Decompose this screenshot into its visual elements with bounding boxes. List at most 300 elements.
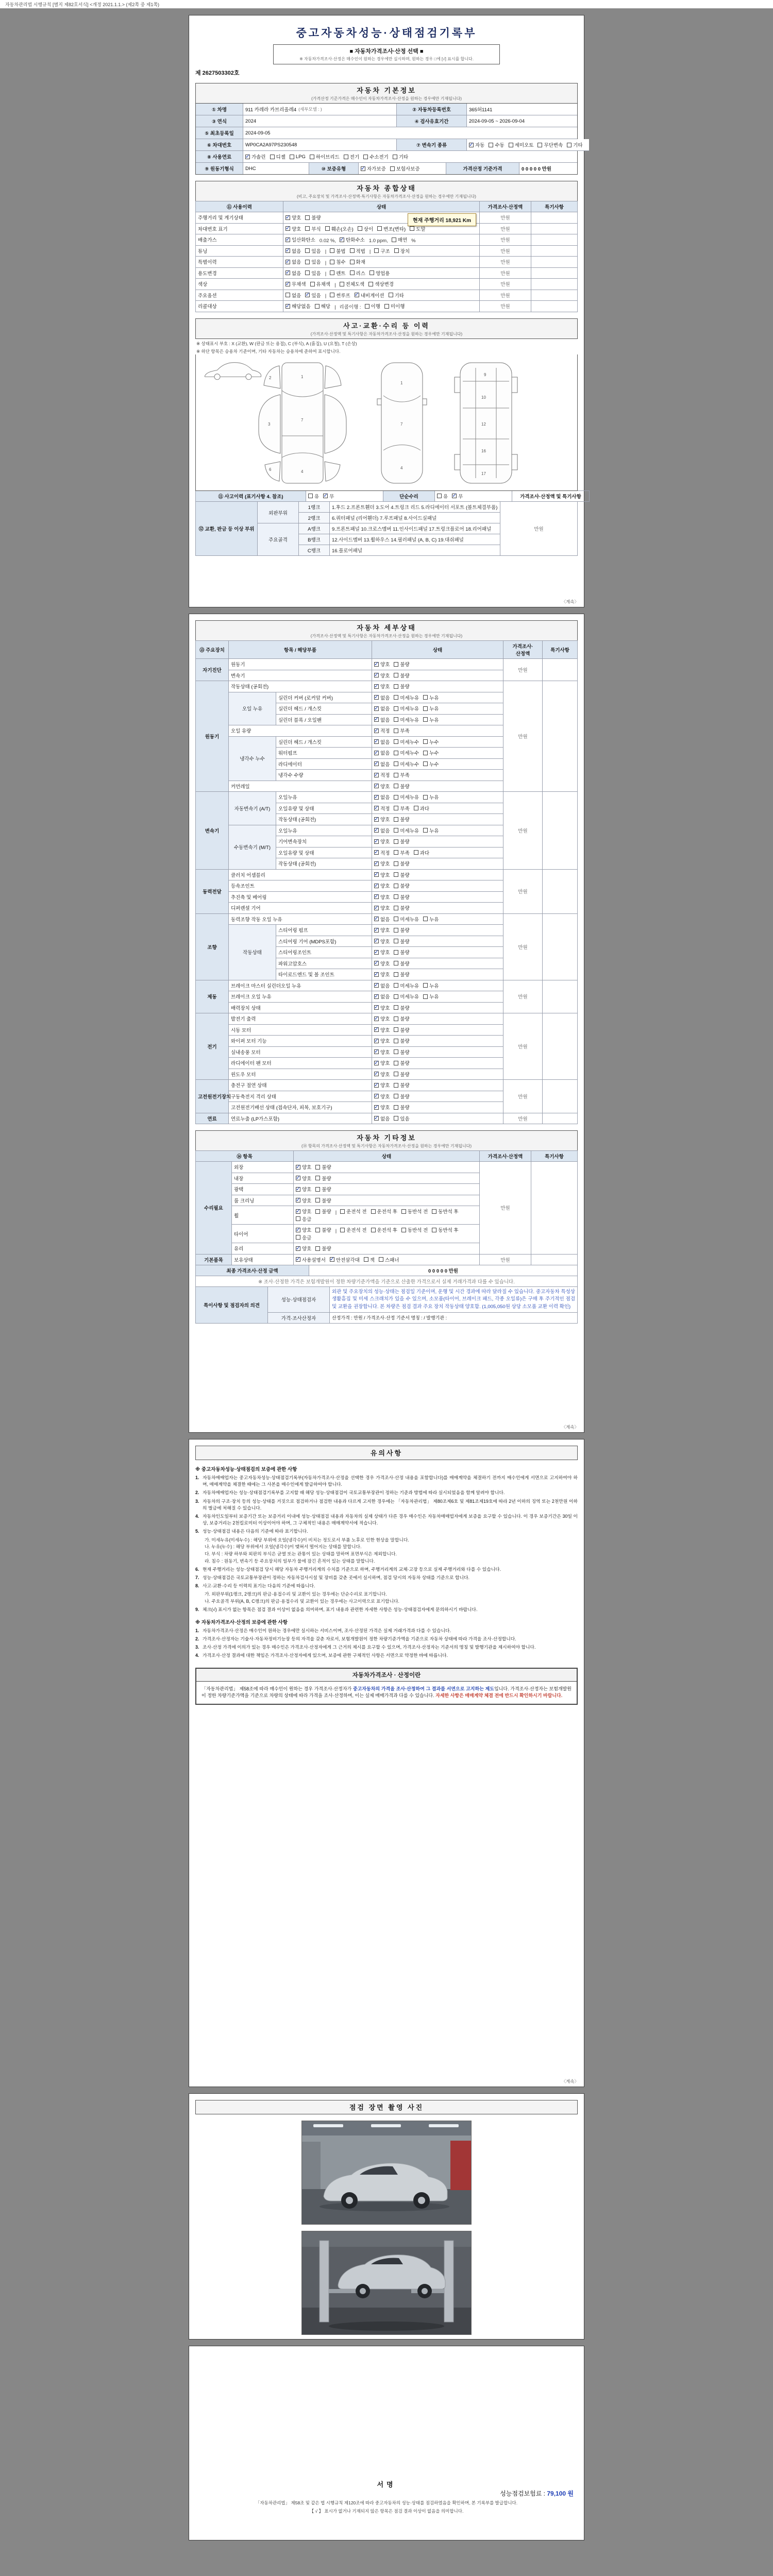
checkbox-option[interactable]: 누유 <box>423 982 439 989</box>
device-group-label: 전기 <box>196 1013 229 1080</box>
checkbox-option[interactable]: 미세누유 <box>394 694 419 701</box>
checkbox-option[interactable]: 운전석 후 <box>371 1226 397 1233</box>
checkbox-option[interactable]: 운전석 후 <box>371 1208 397 1215</box>
etc-price-header: 가격조사·산정액 <box>480 1151 531 1162</box>
unchecked-checkbox-icon <box>437 494 442 498</box>
unchecked-checkbox-icon <box>384 304 389 309</box>
category-label: 자동변속기 (A/T) <box>229 792 276 825</box>
checkbox-option[interactable]: 불량 <box>394 1048 409 1056</box>
checkbox-option[interactable]: ✓ 없음 <box>374 749 390 756</box>
checkbox-option[interactable]: ✓ 양호 <box>374 660 390 668</box>
checkbox-option[interactable]: 응급 <box>296 1215 311 1223</box>
checkbox-option[interactable]: 리스 <box>350 269 365 277</box>
transmission-label: ⑦ 변속기 종류 <box>397 139 467 151</box>
comprehensive-header-row <box>196 201 578 212</box>
price-cell: 만원 <box>480 245 531 257</box>
checkbox-option[interactable]: ✓ 사용설명서 <box>296 1256 326 1263</box>
checkbox-option[interactable]: ✓ 양호 <box>296 1175 311 1182</box>
note-cell <box>531 223 578 234</box>
checkbox-option[interactable]: ✓ 양호 <box>296 1208 311 1215</box>
item-label: 광택 <box>232 1184 294 1195</box>
checked-checkbox-icon <box>374 706 379 711</box>
note-cell <box>531 212 578 224</box>
checkbox-option[interactable]: ✓ 양호 <box>374 960 390 967</box>
price-cell: 만원 <box>503 869 543 913</box>
unchecked-checkbox-icon <box>394 1016 398 1021</box>
checkbox-option[interactable]: 불량 <box>394 783 409 790</box>
price-cell: 만원 <box>503 980 543 1013</box>
checkbox-option[interactable]: ✓ 양호 <box>285 225 301 232</box>
checkbox-option[interactable]: 불량 <box>394 660 409 668</box>
accident-section-head <box>195 318 578 339</box>
checkbox-option[interactable]: 누수 <box>423 760 439 768</box>
checkbox-option[interactable]: 미세누유 <box>394 982 419 989</box>
state-cell <box>372 714 503 725</box>
checkbox-option[interactable]: ✓ 양호 <box>374 1004 390 1011</box>
checkbox-option[interactable]: 불량 <box>394 816 409 823</box>
checkbox-option[interactable]: ✓ 가솔린 <box>245 153 266 160</box>
note-cell <box>531 290 578 301</box>
checkbox-option[interactable]: 미세누유 <box>394 916 419 923</box>
note-cell <box>531 234 578 246</box>
checkbox-option[interactable]: 불량 <box>315 1226 331 1233</box>
checked-checkbox-icon <box>374 1083 379 1088</box>
checkbox-option[interactable]: 수동 <box>489 141 504 148</box>
checkbox-option[interactable]: ✓ 양호 <box>374 1104 390 1111</box>
checkbox-option[interactable]: 과다 <box>414 849 429 856</box>
transmission-options <box>467 139 589 151</box>
notice-item: 2. 가격조사·산정자는 기술사·자동차정비기능장 등의 자격을 갖춘 자로서, 보험개발원이 정한 차량기준가액을 기준으로 자동차 상태에 따라 가격을 조사·산정합니다. <box>195 1636 516 1641</box>
state-text: | <box>334 282 336 288</box>
checkbox-option[interactable]: 미세누수 <box>394 749 419 756</box>
item-label: 유리 <box>232 1243 294 1255</box>
checkbox-option[interactable]: ✓ 양호 <box>296 1163 311 1171</box>
checkbox-option[interactable]: 불량 <box>394 1015 409 1022</box>
year-label: ③ 연식 <box>196 115 243 127</box>
checkbox-option[interactable]: 누수 <box>423 738 439 745</box>
checkbox-option[interactable]: ✓ 양호 <box>374 672 390 679</box>
checkbox-option[interactable]: 불량 <box>315 1163 331 1171</box>
accident-price-header: 가격조사·산정액 및 특기사항 <box>512 490 590 502</box>
checkbox-option[interactable]: 유채색 <box>310 280 331 287</box>
checkbox-option[interactable]: 동반석 전 <box>401 1226 428 1233</box>
checkbox-option[interactable]: ✓ 양호 <box>296 1197 311 1204</box>
checkbox-option[interactable]: 해당 <box>315 302 330 310</box>
checkbox-option[interactable]: ✓ 없음 <box>285 269 301 277</box>
note-cell <box>543 869 578 913</box>
checkbox-option[interactable]: 부족 <box>394 805 409 812</box>
footer-statement-1: 「자동차관리법」 제58조 및 같은 법 시행규칙 제120조에 따라 중고자동차의 성능·상태를 점검하였음을 확인하며, 본 기록부를 발급합니다. <box>255 2500 518 2505</box>
checkbox-option[interactable]: 있음 <box>305 269 321 277</box>
checkbox-option[interactable]: 미세누유 <box>394 793 419 801</box>
checkbox-option[interactable]: ✓ 무 <box>323 493 334 500</box>
item-label: 오일 유량 <box>229 725 372 737</box>
checkbox-option[interactable]: 누유 <box>423 694 439 701</box>
checkbox-option[interactable]: 이행 <box>365 302 380 310</box>
accident-note: (가격조사·산정액 및 특기사항은 자동차가격조사·산정을 원하는 경우에만 기재됩니다) <box>310 331 463 336</box>
checkbox-option[interactable]: 운전석 전 <box>340 1208 366 1215</box>
checkbox-option[interactable]: 불량 <box>315 1185 331 1193</box>
checkbox-option[interactable]: ✓ 해당없음 <box>285 302 311 310</box>
checkbox-option[interactable]: 불량 <box>394 1104 409 1111</box>
signature-area <box>195 2352 578 2476</box>
checkbox-option[interactable]: ✓ 양호 <box>296 1245 311 1252</box>
price-cell: 만원 <box>480 290 531 301</box>
unchecked-checkbox-icon <box>350 260 355 264</box>
checkbox-option[interactable]: 불량 <box>394 960 409 967</box>
checkbox-option[interactable]: 미세누유 <box>394 705 419 712</box>
checkbox-option[interactable]: 불량 <box>394 938 409 945</box>
first-reg-value: 2024-09-05 <box>243 127 577 139</box>
checkbox-option[interactable]: 화재 <box>350 258 365 265</box>
checkbox-option[interactable]: ✓ 양호 <box>374 860 390 867</box>
checkbox-option[interactable]: 불법 <box>330 247 345 255</box>
svg-text:6: 6 <box>269 467 272 472</box>
checkbox-option[interactable]: 렌트 <box>330 269 345 277</box>
continued-marker: 〈계속〉 <box>561 2079 579 2084</box>
checkbox-option[interactable]: ✓ 있음 <box>305 292 321 299</box>
checkbox-option[interactable]: ✓ 적정 <box>374 849 390 856</box>
checkbox-option[interactable]: ✓ 없음 <box>374 916 390 923</box>
checkbox-option[interactable]: 불량 <box>394 1081 409 1089</box>
unchecked-checkbox-icon <box>340 1209 345 1214</box>
detail-title: 자동차 세부상태 <box>357 624 416 632</box>
checkbox-option[interactable]: ✓ 양호 <box>285 214 301 221</box>
checkbox-option[interactable]: ✓ 탄화수소 <box>340 236 365 243</box>
inspection-period-label: ④ 검사유효기간 <box>397 115 467 127</box>
checkbox-option[interactable]: 무단변속 <box>537 141 563 148</box>
checkbox-option[interactable]: ✓ 없음 <box>285 258 301 265</box>
state-text: | <box>334 304 336 310</box>
checkbox-option[interactable]: 디젤 <box>270 153 285 160</box>
checkbox-option[interactable]: ✓ 양호 <box>374 683 390 690</box>
checked-checkbox-icon <box>374 1116 379 1121</box>
checkbox-option[interactable]: 누유 <box>423 793 439 801</box>
checkbox-option[interactable]: 적법 <box>350 247 365 255</box>
note-cell <box>543 1080 578 1113</box>
checkbox-option[interactable]: ✓ 없음 <box>374 716 390 723</box>
checkbox-option[interactable]: ✓ 없음 <box>285 247 301 255</box>
checkbox-option[interactable]: 불량 <box>315 1208 331 1215</box>
checkbox-option[interactable]: 상이 <box>358 225 373 232</box>
checkbox-option[interactable]: ✓ 없음 <box>374 982 390 989</box>
checkbox-option[interactable]: 불량 <box>394 971 409 978</box>
price-header: 가격조사·산정액 <box>503 641 543 659</box>
checkbox-option[interactable]: 기타 <box>389 292 404 299</box>
checkbox-option[interactable]: ✓ 양호 <box>374 904 390 911</box>
checkbox-option[interactable]: 부족 <box>394 727 409 734</box>
checkbox-option[interactable]: 훼손(오손) <box>325 225 354 232</box>
checkbox-option[interactable]: LPG <box>290 154 306 160</box>
checkbox-option[interactable]: 하이브리드 <box>310 153 340 160</box>
checkbox-option[interactable]: 불량 <box>394 948 409 956</box>
price-select-note: ※ 자동차가격조사·산정은 매수인이 원하는 경우에만 실시하며, 원하는 경우 □에 [√] 표시를 합니다. <box>299 57 474 61</box>
comprehensive-row <box>196 301 578 312</box>
checkbox-option[interactable]: 불량 <box>394 672 409 679</box>
checkbox-option[interactable]: ✓ 양호 <box>296 1226 311 1233</box>
unchecked-checkbox-icon <box>394 695 398 700</box>
checkbox-option[interactable]: 불량 <box>315 1245 331 1252</box>
basic-info-table <box>195 104 583 175</box>
checkbox-option[interactable]: 불량 <box>305 214 321 221</box>
unchecked-checkbox-icon <box>414 850 418 855</box>
unchecked-checkbox-icon <box>310 155 314 159</box>
checkbox-option[interactable]: ✓ 양호 <box>374 871 390 878</box>
checkbox-option[interactable]: 있음 <box>305 247 321 255</box>
price-cell: 만원 <box>480 279 531 290</box>
checkbox-option[interactable]: 동반석 전 <box>401 1208 428 1215</box>
checkbox-option[interactable]: 유 <box>437 493 448 500</box>
checkbox-option[interactable]: 있음 <box>305 258 321 265</box>
checkbox-option[interactable]: ✓ 양호 <box>374 1026 390 1033</box>
checked-checkbox-icon <box>296 1246 300 1251</box>
checkbox-option[interactable]: ✓ 양호 <box>374 783 390 790</box>
rank-label: A랭크 <box>299 523 330 534</box>
checkbox-option[interactable]: 세미오토 <box>509 141 534 148</box>
note-cell <box>531 257 578 268</box>
checkbox-option[interactable]: ✓ 양호 <box>374 971 390 978</box>
checkbox-option[interactable]: 전체도색 <box>340 280 365 287</box>
checkbox-option[interactable]: 불량 <box>315 1197 331 1204</box>
checkbox-option[interactable]: ✓ 무채색 <box>285 280 306 287</box>
notice-section-head <box>195 1446 578 1460</box>
item-label: 작동상태 (공회전) <box>276 858 372 870</box>
checkbox-option[interactable]: 불량 <box>394 893 409 901</box>
checkbox-option[interactable]: 미세누유 <box>394 827 419 834</box>
checkbox-option[interactable]: ✓ 일산화탄소 <box>285 236 315 243</box>
checked-checkbox-icon <box>374 828 379 833</box>
checked-checkbox-icon <box>285 282 290 286</box>
unchecked-checkbox-icon <box>394 784 398 788</box>
checkbox-option[interactable]: 수소전기 <box>363 153 389 160</box>
state-cell <box>372 1058 503 1069</box>
checkbox-option[interactable]: 침수 <box>330 258 345 265</box>
checkbox-option[interactable]: 불량 <box>394 860 409 867</box>
checkbox-option[interactable]: 없음 <box>285 292 301 299</box>
checkbox-option[interactable]: 부족 <box>394 771 409 778</box>
checkbox-option[interactable]: ✓ 없음 <box>374 993 390 1000</box>
unchecked-checkbox-icon <box>394 1049 398 1054</box>
unchecked-checkbox-icon <box>394 1105 398 1110</box>
note-cell <box>531 245 578 257</box>
checkbox-option[interactable]: ✓ 적정 <box>374 727 390 734</box>
page-1 <box>189 15 584 607</box>
checkbox-option[interactable]: 색상변경 <box>368 280 394 287</box>
unchecked-checkbox-icon <box>330 260 334 264</box>
checked-checkbox-icon <box>374 1072 379 1076</box>
checkbox-option[interactable]: 동반석 후 <box>432 1208 458 1215</box>
checkbox-option[interactable]: 변조(변타) <box>377 225 406 232</box>
checkbox-option[interactable]: 운전석 전 <box>340 1226 366 1233</box>
checkbox-option[interactable]: 영업용 <box>369 269 390 277</box>
unchecked-checkbox-icon <box>401 1228 406 1232</box>
checked-checkbox-icon <box>330 1257 334 1262</box>
device-row <box>196 1080 578 1091</box>
checkbox-option[interactable]: 미세누유 <box>394 716 419 723</box>
checkbox-option[interactable]: ✓ 적정 <box>374 805 390 812</box>
checkbox-option[interactable]: ✓ 양호 <box>374 1081 390 1089</box>
base-price-label: 가격산정 기준가격 <box>446 163 519 174</box>
unchecked-checkbox-icon <box>315 1176 320 1180</box>
unchecked-checkbox-icon <box>394 739 398 744</box>
checked-checkbox-icon <box>296 1165 300 1170</box>
state-text: 0.02 %, <box>319 238 337 244</box>
rank-items: 12.사이드멤버 13.휠하우스 14.필러패널 (A, B, C) 19.대쉬패널 <box>330 534 500 545</box>
checkbox-option[interactable]: 동반석 후 <box>432 1226 458 1233</box>
checkbox-option[interactable]: ✓ 양호 <box>374 1093 390 1100</box>
checkbox-option[interactable]: 도말 <box>410 225 425 232</box>
checkbox-option[interactable]: 과다 <box>414 805 429 812</box>
checkbox-option[interactable]: ✓ 양호 <box>374 838 390 845</box>
checkbox-option[interactable]: ✓ 양호 <box>374 1071 390 1078</box>
unchecked-checkbox-icon <box>394 684 398 689</box>
rank-label: 2랭크 <box>299 513 330 523</box>
item-label: 타이로드엔드 및 볼 조인트 <box>276 969 372 980</box>
car-on-lift-photo <box>302 2231 471 2334</box>
state-text: | <box>325 271 327 277</box>
checkbox-option[interactable]: 미세누수 <box>394 738 419 745</box>
checkbox-option[interactable]: ✓ 양호 <box>374 893 390 901</box>
checkbox-option[interactable]: 누유 <box>423 716 439 723</box>
checkbox-option[interactable]: ✓ 없음 <box>374 793 390 801</box>
state-cell <box>283 234 480 246</box>
note-cell <box>531 301 578 312</box>
checkbox-option[interactable]: 불량 <box>394 871 409 878</box>
checkbox-option[interactable]: 매연 <box>392 236 407 243</box>
final-price-table <box>195 1265 578 1287</box>
checkbox-option[interactable]: 장치 <box>394 247 410 255</box>
checkbox-option[interactable]: ✓ 양호 <box>374 816 390 823</box>
inspection-photo-1 <box>301 2121 472 2225</box>
checkbox-option[interactable]: ✓ 없음 <box>374 1115 390 1122</box>
unchecked-checkbox-icon <box>509 143 513 147</box>
checkbox-option[interactable]: 불량 <box>394 1026 409 1033</box>
checkbox-option[interactable]: 누유 <box>423 705 439 712</box>
appraiser-comment: 산정가격 : 만원 / 가격조사·산정 기준서 명칭 : / 발행기관 : <box>330 1312 578 1323</box>
checkbox-option[interactable]: ✓ 적정 <box>374 771 390 778</box>
checked-checkbox-icon <box>374 784 379 788</box>
checkbox-option[interactable]: ✓ 양호 <box>374 948 390 956</box>
checkbox-option[interactable]: ✓ 없음 <box>374 827 390 834</box>
checkbox-option[interactable]: 구조 <box>374 247 390 255</box>
checkbox-option[interactable]: ✓ 양호 <box>374 1037 390 1044</box>
checkbox-option[interactable]: ✓ 자동 <box>469 141 484 148</box>
checkbox-option[interactable]: 스패너 <box>379 1256 399 1263</box>
checkbox-option[interactable]: ✓ 양호 <box>374 926 390 934</box>
item-label: 튜닝 <box>196 245 283 257</box>
item-label: 실린더 커버 (로커암 커버) <box>276 692 372 703</box>
state-cell <box>372 913 503 925</box>
checkbox-option[interactable]: ✓ 양호 <box>374 1059 390 1066</box>
unchecked-checkbox-icon <box>423 761 428 766</box>
unchecked-checkbox-icon <box>285 293 290 297</box>
insurance-fee-line <box>195 2489 578 2498</box>
checked-checkbox-icon <box>374 1016 379 1021</box>
checkbox-option[interactable]: ✓ 내비게이션 <box>355 292 384 299</box>
checked-checkbox-icon <box>374 894 379 899</box>
checkbox-option[interactable]: 불량 <box>394 1037 409 1044</box>
detail-table <box>195 640 578 1124</box>
insurance-fee-label: 성능점검보험료 : <box>500 2490 546 2497</box>
item-label: 원동기 <box>229 659 372 670</box>
checkbox-option[interactable]: ✓ 없음 <box>374 738 390 745</box>
checkbox-option[interactable]: 부식 <box>305 225 321 232</box>
checkbox-option[interactable]: 불량 <box>315 1175 331 1182</box>
checkbox-option[interactable]: 미세누유 <box>394 993 419 1000</box>
unchecked-checkbox-icon <box>423 706 428 711</box>
checkbox-option[interactable]: 유 <box>308 493 319 500</box>
checkbox-option[interactable]: 부족 <box>394 849 409 856</box>
item-label: 구동축전지 격리 상태 <box>229 1091 372 1102</box>
checkbox-option[interactable]: ✓ 양호 <box>374 1015 390 1022</box>
device-row <box>196 869 578 880</box>
checkbox-option[interactable]: 누수 <box>423 749 439 756</box>
checkbox-option[interactable]: ✓ 없음 <box>374 760 390 768</box>
checkbox-option[interactable]: 응급 <box>296 1234 311 1241</box>
checkbox-option[interactable]: ✓ 양호 <box>374 882 390 889</box>
checkbox-option[interactable]: 썬루프 <box>330 292 350 299</box>
checkbox-option[interactable]: 불량 <box>394 926 409 934</box>
checkbox-option[interactable]: 기타 <box>393 153 408 160</box>
rank-label: 1랭크 <box>299 502 330 513</box>
checkbox-option[interactable]: 전기 <box>344 153 359 160</box>
checkbox-option[interactable]: ✓ 없음 <box>374 694 390 701</box>
checkbox-option[interactable]: 불량 <box>394 838 409 845</box>
checkbox-option[interactable]: 잭 <box>364 1256 375 1263</box>
checkbox-option[interactable]: ✓ 양호 <box>296 1185 311 1193</box>
checkbox-option[interactable]: 불량 <box>394 1093 409 1100</box>
unchecked-checkbox-icon <box>423 739 428 744</box>
checkbox-option[interactable]: 불량 <box>394 904 409 911</box>
checkbox-option[interactable]: ✓ 무 <box>452 493 463 500</box>
checkbox-option[interactable]: 누유 <box>423 827 439 834</box>
checkbox-option[interactable]: ✓ 없음 <box>374 705 390 712</box>
checkbox-option[interactable]: 누유 <box>423 916 439 923</box>
checkbox-option[interactable]: 보험사보증 <box>390 165 420 172</box>
checkbox-option[interactable]: 불량 <box>394 1059 409 1066</box>
state-cell <box>372 903 503 914</box>
checkbox-option[interactable]: ✓ 양호 <box>374 938 390 945</box>
checkbox-option[interactable]: 불량 <box>394 1071 409 1078</box>
rank-items: 1.후드 2.프론트휀더 3.도어 4.트렁크 리드 5.라디에이터 서포트 (볼트체결부품) <box>330 502 500 513</box>
state-cell <box>294 1173 480 1184</box>
state-text: | <box>335 1209 337 1215</box>
state-cell <box>294 1162 480 1173</box>
category-label: 오일 누유 <box>229 692 276 725</box>
checkbox-option[interactable]: 불량 <box>394 1004 409 1011</box>
checkbox-option[interactable]: 미세누수 <box>394 760 419 768</box>
checkbox-option[interactable]: 미이행 <box>384 302 405 310</box>
checkbox-option[interactable]: 있음 <box>394 1115 409 1122</box>
checkbox-option[interactable]: 누유 <box>423 993 439 1000</box>
state-cell <box>372 891 503 903</box>
unchecked-checkbox-icon <box>315 304 320 309</box>
checkbox-option[interactable]: 기타 <box>567 141 582 148</box>
checkbox-option[interactable]: ✓ 안전삼각대 <box>330 1256 360 1263</box>
checkbox-option[interactable]: 불량 <box>394 882 409 889</box>
checkbox-option[interactable]: ✓ 양호 <box>374 1048 390 1056</box>
checkbox-option[interactable]: 불량 <box>394 683 409 690</box>
checked-checkbox-icon <box>374 1105 379 1110</box>
state-cell <box>372 1036 503 1047</box>
unchecked-checkbox-icon <box>305 248 310 253</box>
checked-checkbox-icon <box>469 143 474 147</box>
rank-row <box>196 502 578 513</box>
unchecked-checkbox-icon <box>340 1228 345 1232</box>
unchecked-checkbox-icon <box>315 1165 320 1170</box>
exchange-rank-table <box>195 501 578 556</box>
checkbox-option[interactable]: ✓ 자가보증 <box>361 165 386 172</box>
